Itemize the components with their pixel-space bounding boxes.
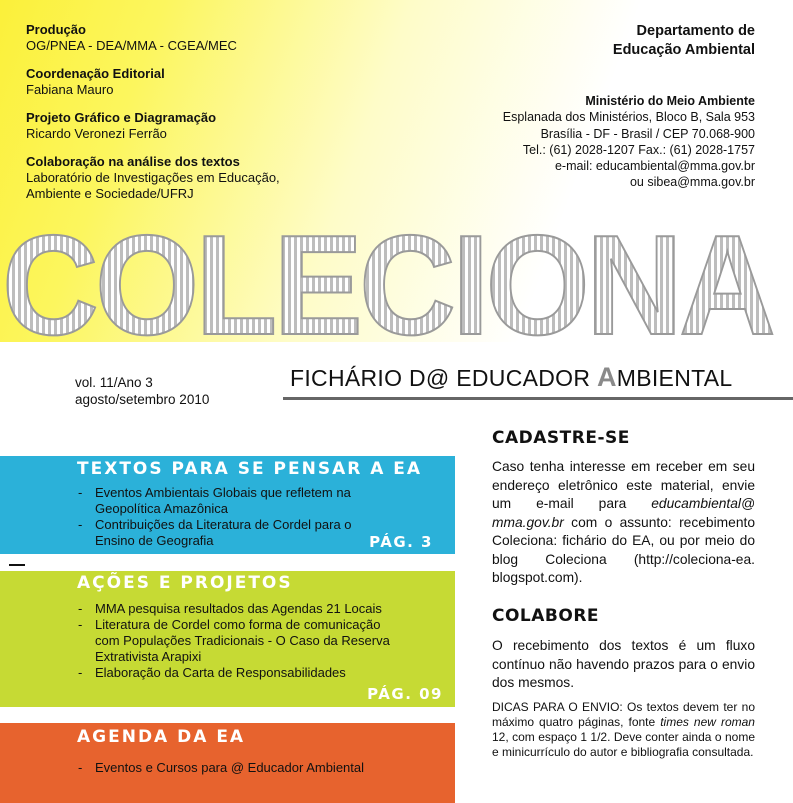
list-item[interactable]: - Eventos Ambientais Globais que refletem na Geopolítica Amazônica <box>78 485 393 517</box>
credit-production <box>26 22 326 54</box>
credit-collaboration <box>26 154 326 202</box>
ministry-email: e-mail: educambiental@mma.gov.br <box>554 159 755 174</box>
credit-editorial <box>26 66 326 98</box>
credit-heading: Colaboração na análise dos textos <box>26 154 240 169</box>
credit-heading: Coordenação Editorial <box>26 66 165 81</box>
list-item[interactable]: - Literatura de Cordel como forma de comunicação com Populações Tradicionais - O Caso da Reserva Extrativista Arapixi <box>78 617 393 665</box>
masthead-suffix: MBIENTAL <box>616 365 733 391</box>
issue-info <box>75 374 209 408</box>
section-item-list <box>78 601 393 681</box>
section-item-list <box>78 485 393 549</box>
ministry-phones: Tel.: (61) 2028-1207 Fax.: (61) 2028-1757 <box>522 142 755 157</box>
colabore-tips-font: times new roman <box>660 715 755 729</box>
masthead-title <box>290 362 732 393</box>
colabore-tips-start: DICAS PARA O ENVIO: Os textos devem ter no máximo quatro páginas, fonte <box>492 700 755 729</box>
cadastre-heading: CADASTRE-SE <box>492 428 630 448</box>
credit-line: Fabiana Mauro <box>26 82 114 97</box>
section-title: AGENDA DA EA <box>77 727 246 747</box>
colabore-text: O recebimento dos textos é um fluxo contínuo não havendo prazos para o envio dos mesmos. <box>492 638 755 690</box>
ministry-contact <box>503 93 755 191</box>
colabore-tips-end: 12, com espaço 1 1/2. Deve conter ainda o nome e minicurrículo do autor e bibliografia consultada. <box>492 730 755 759</box>
issue-period: agosto/setembro 2010 <box>75 392 210 407</box>
department-name <box>613 22 755 60</box>
ministry-address: Brasília - DF - Brasil / CEP 70.068-900 <box>540 126 755 141</box>
colabore-heading: COLABORE <box>492 606 600 626</box>
masthead-prefix: FICHÁRIO D@ EDUCADOR <box>290 365 597 391</box>
ministry-name: Ministério do Meio Ambiente <box>585 94 755 108</box>
ministry-email: ou sibea@mma.gov.br <box>629 175 755 190</box>
credits <box>26 22 326 214</box>
cadastre-text-end: com o assunto: recebimento Coleciona: fichário do EA, ou por meio do blog Coleciona (http://coleciona-ea. blogspot.com). <box>492 514 755 585</box>
brand-wordmark-text: COLECIONA <box>2 224 773 339</box>
credit-heading: Produção <box>26 22 86 37</box>
section-item-list <box>78 760 393 776</box>
credit-line: OG/PNEA - DEA/MMA - CGEA/MEC <box>26 38 237 53</box>
credit-line: Laboratório de Investigações em Educação, <box>26 170 280 185</box>
cadastre-email-link[interactable]: educambiental@ mma.gov.br <box>492 496 755 530</box>
section-acoes <box>0 571 455 707</box>
section-agenda <box>0 723 455 803</box>
cadastre-text <box>492 458 755 588</box>
section-textos <box>0 456 455 554</box>
list-item[interactable]: - Eventos e Cursos para @ Educador Ambiental <box>78 760 393 776</box>
credit-heading: Projeto Gráfico e Diagramação <box>26 110 217 125</box>
cadastre-text-start: Caso tenha interesse em receber em seu endereço eletrônico este material, envie um e-mail para <box>492 459 755 511</box>
colabore-tips <box>492 700 755 760</box>
section-title: TEXTOS PARA SE PENSAR A EA <box>77 459 423 479</box>
masthead-big-letter: A <box>596 362 617 392</box>
masthead-rule <box>283 397 793 400</box>
credit-line: Ricardo Veronezi Ferrão <box>26 126 167 141</box>
credit-line: Ambiente e Sociedade/UFRJ <box>26 186 194 201</box>
page-reference: PÁG. 09 <box>367 685 443 703</box>
list-item[interactable]: - Elaboração da Carta de Responsabilidades <box>78 665 393 681</box>
section-title: AÇÕES E PROJETOS <box>77 573 293 593</box>
page-reference: PÁG. 3 <box>369 533 433 551</box>
brand-wordmark <box>0 224 793 339</box>
ministry-address: Esplanada dos Ministérios, Bloco B, Sala 953 <box>502 110 755 125</box>
issue-volume: vol. 11/Ano 3 <box>75 375 153 390</box>
department-line: Educação Ambiental <box>612 42 755 58</box>
divider-dash <box>9 564 25 566</box>
list-item[interactable]: - MMA pesquisa resultados das Agendas 21 Locais <box>78 601 393 617</box>
department-line: Departamento de <box>636 23 755 39</box>
list-item[interactable]: - Contribuições da Literatura de Cordel para o Ensino de Geografia <box>78 517 393 549</box>
credit-design <box>26 110 326 142</box>
